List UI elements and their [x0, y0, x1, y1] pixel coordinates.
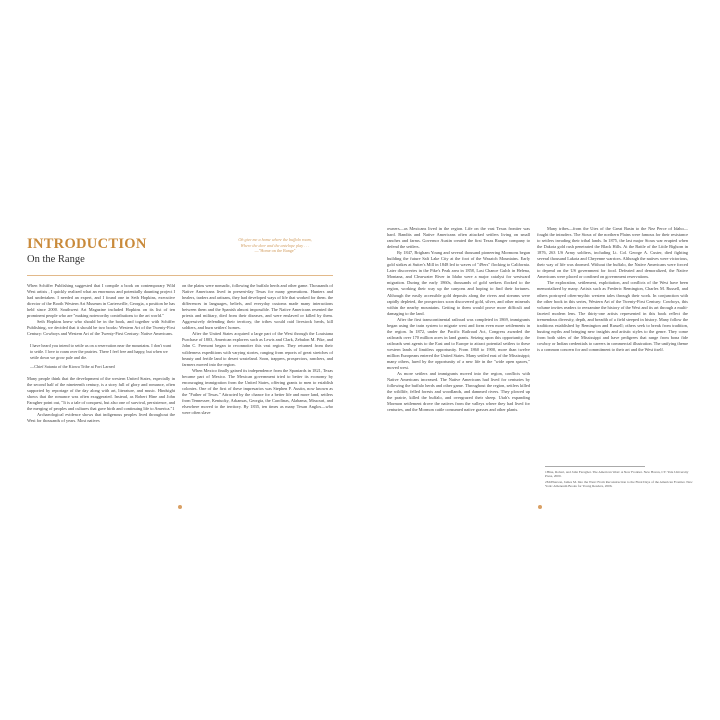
paragraph: After the first transcontinental railroad was completed in 1869, immigrants began using the train system to migrate west and form even more settlements in the region. In 1872, under the Pacific Railroad Act, Congress awarded the railroads over 170 million acres in land grants. Seizing upon this opportunity, the railroads sent agents to the East and to Europe to attract potential settlers to these western lands of limitless opportunity. From 1860 to 1900, more than twelve million Europeans entered the United States. Many settled east of the Mississippi; many others, lured by the opportunity of a new life in the "wide open spaces," moved west. — [387, 316, 530, 371]
paragraph: As more settlers and immigrants moved into the region, conflicts with Native Americans increased. The Native Americans had lived for centuries by following the buffalo herds and other game. Throughout the region, settlers killed the wildlife, felled forests and woodlands, and dammed rivers. They plowed up the prairie, killed the buffalo, and overgrazed their sheep. Utah's expanding Mormon settlement drove the natives from the valleys where they had lived for centuries, and the Mormon cattle consumed native grasses and other plants. — [387, 371, 530, 413]
chapter-subtitle: On the Range — [27, 254, 85, 265]
footnote: 1Hine, Robert, and John Faragher. The American West: A New Frontier. New Haven, CT: Yale University Press, 2000. — [545, 470, 689, 479]
footnote: 2McPherson, James M. Into the West: From Reconstruction to the Final Days of the American Frontier. New York: Atheneum Books for Young Readers, 2006. — [545, 479, 693, 489]
paragraph: After the United States acquired a large part of the West through the Louisiana Purchase of 1803, American explorers such as Lewis and Clark, Zebulon M. Pike, and John C. Fremont began to reconnoiter this vast region. They returned from their wilderness expeditions with varying stories, ranging from reports of great stretches of beauty and fertile land to desert wasteland. Soon, trappers, prospectors, ranchers, and farmers moved into the region. — [182, 331, 333, 367]
text-column-3 — [387, 226, 530, 413]
block-quote — [27, 343, 175, 370]
text-column-2 — [182, 283, 333, 416]
epigraph-line: Where the deer and the antelope play . . . — [240, 242, 310, 248]
epigraph-attribution: —"Home on the Range" — [254, 248, 296, 254]
quote-text: I have heard you intend to settle us on a reservation near the mountains. I don't want to settle. I love to roam over the prairies. There I feel free and happy, but when we settle down we grow pale and die. — [30, 343, 172, 361]
paragraph: Many tribes—from the Utes of the Great Basin to the Nez Perce of Idaho—fought the intruders. The Sioux of the northern Plains were famous for their resistance to settlers invading their tribal lands. In 1875, the last major Sioux war erupted when the Dakota gold rush penetrated the Black Hills. At the Battle of the Little Bighorn in 1876, 263 US Army soldiers, including Lt. Col. George A. Custer, died fighting several thousand Lakota and Cheyenne warriors. Although the natives were victorious, their way of life was doomed. Without the buffalo, the Native Americans were forced to depend on the US government for food. Defeated and demoralized, the Native Americans were placed or confined on government reservations. — [537, 226, 688, 280]
epigraph — [212, 237, 338, 254]
paragraph: When Mexico finally gained its independence from the Spaniards in 1821, Texas became part of Mexico. The Mexican government tried to better its economy by encouraging immigration from the United States, offering grants to men to establish colonies. One of the first of these impresarios was Stephen F. Austin, now known as the "Father of Texas." Attracted by the chance for a better life and more land, settlers from Tennessee, Kentucky, Arkansas, Georgia, the Carolinas, Alabama, Missouri, and elsewhere moved to the territory. By 1835, ten times as many Texan Anglos—who were often slave — [182, 367, 333, 415]
text-column-4 — [537, 226, 688, 353]
footnotes — [545, 470, 693, 490]
chapter-title: INTRODUCTION — [27, 236, 147, 252]
paragraph: on the plains were nomadic, following the buffalo herds and other game. Thousands of Native Americans lived in present-day Texas for many generations. Hunters and healers, traders and artisans, they had developed ways of life that worked for them. the differences in languages, beliefs, and everyday customs made many interactions between them and the Spanish almost impossible. The Native Americans resented the priests and military, died from their diseases, and were enslaved or killed by them. Aggressively defending their territory, the tribes would raid livestock herds, kill soldiers, and burn settlers' homes. — [182, 283, 333, 331]
paragraph: Seth Hopkins knew who should be in the book, and together with Schiffer Publishing, we decided that it should be two books: Western Art of the Twenty-First Century: Cowboys and Western Art of the Twenty-First Century: Native Americans. — [27, 319, 175, 337]
epigraph-line: Oh give me a home where the buffalo roam, — [238, 237, 312, 242]
paragraph: The exploration, settlement, exploitation, and conflicts of the West have been memorialized by many. Artists such as Frederic Remington, Charles M. Russell, and others portrayed often-mythic western tales through their work. In conjunction with the other book in this series, Western Art of the Twenty-First Century: Cowboys, this volume invites readers to reexamine the history of the West and its art through a multi-faceted modern lens. The thirty-one artists represented in this book reflect the tremendous diversity, depth, and breadth of a field steeped in history. Many follow the traditions established by Remington and Russell; others seek to break from tradition, busting myths and bringing new insights and artistic styles to the genre. They come from both sides of the Mississippi and have pedigrees that range from bona fide cowboy or Indian credentials to careers in commercial illustration. The unifying theme is a common concern for and commitment to their art and the West itself. — [537, 280, 688, 352]
paragraph: Archaeological evidence shows that indigenous peoples lived throughout the West for thousands of years. Most natives — [27, 412, 175, 424]
paragraph: By 1847, Brigham Young and several thousand pioneering Mormons began building the future Salt Lake City at the foot of the Wasatch Mountains. Early gold strikes at Sutter's Mill in 1848 led to waves of "49ers" flocking to California. Later discoveries in the Pike's Peak area in 1858, Last Chance Gulch in Helena, Montana, and Clearwater River in Idaho were a major catalyst for westward migration. During the early 1860s, thousands of gold seekers flocked to the region, working their way up the canyons and hoping to find their fortunes. Although the easily accessible gold deposits along the rivers and streams were rapidly depleted, the prospectors soon discovered gold, silver, and other minerals within the nearby mountains. Getting to them would prove more difficult and damaging to the land. — [387, 250, 530, 316]
page-ornament-icon — [538, 505, 542, 509]
footnote-rule — [545, 466, 645, 467]
page-ornament-icon — [178, 505, 182, 509]
paragraph: owners—as Mexicans lived in the region. Life on the vast Texas frontier was hard. Bandits and Native Americans often attacked settlers living on small ranches and farms. Governor Austin created the first Texas Ranger company to defend the settlers. — [387, 226, 530, 250]
text-column-1 — [27, 283, 175, 424]
header-rule — [27, 275, 333, 276]
paragraph: When Schiffer Publishing suggested that I compile a book on contemporary Wild West artists , I quickly realized what an enormous and potentially daunting project I had undertaken. I needed an expert, and I found one in Seth Hopkins, executive director of the Booth Western Art Museum in Cartersville, Georgia, a position he has held since 2000. Southwest Art Magazine included Hopkins on its list of ten prominent people who are "making noteworthy contributions to the art world." — [27, 283, 175, 319]
quote-attribution: —Chief Satanta of the Kiowa Tribe at Fort Larned — [30, 364, 115, 370]
paragraph: Many people think that the development of the western United States, especially in the second half of the nineteenth century, is a story full of glory and romance, often supported by reportage of the day along with art, literature, and music. Hindsight shows that the romance was often exaggerated. Instead, as Robert Hine and John Faragher point out, "It is a tale of conquest, but also one of survival, persistence, and the merging of peoples and cultures that gave birth and continuing life to America."1 — [27, 376, 175, 412]
